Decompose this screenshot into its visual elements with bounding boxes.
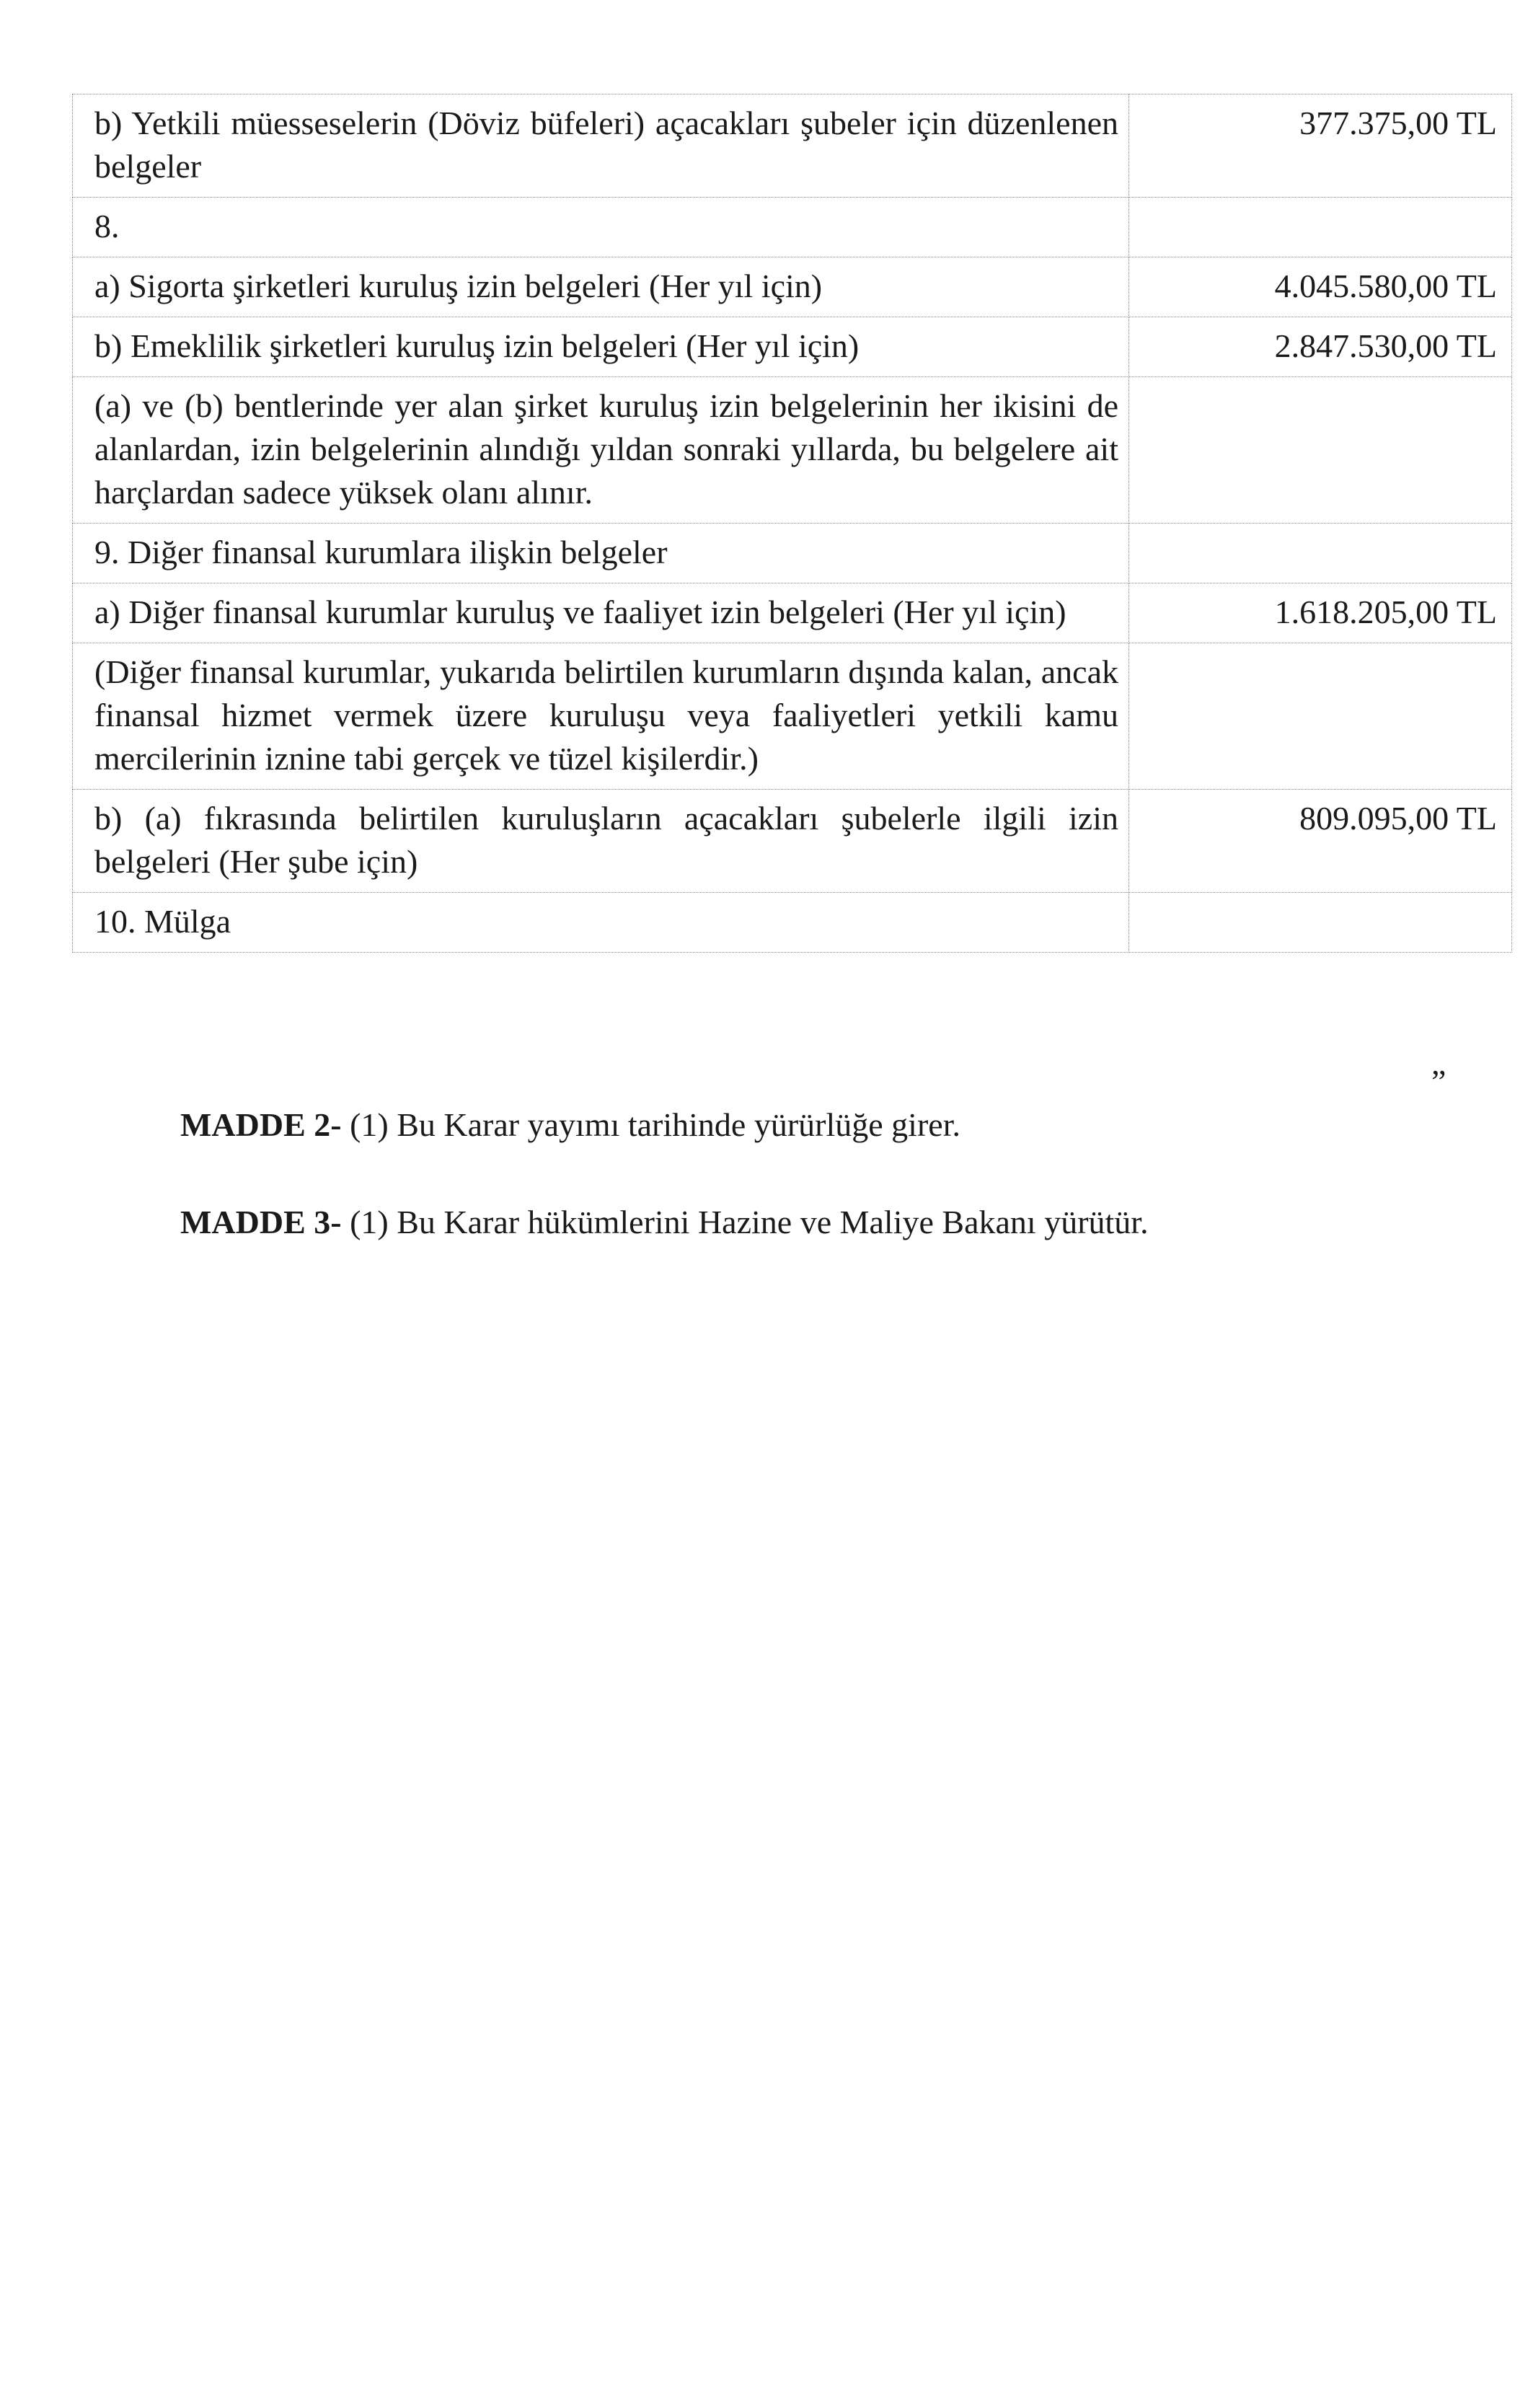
row-amount: 809.095,00 TL [1129, 790, 1512, 893]
row-description: a) Sigorta şirketleri kuruluş izin belgeleri (Her yıl için) [73, 257, 1129, 317]
row-amount: 377.375,00 TL [1129, 94, 1512, 198]
table-row [73, 893, 1512, 953]
table-row [73, 198, 1512, 257]
table-row [73, 257, 1512, 317]
table-row [73, 524, 1512, 583]
table-row [73, 377, 1512, 524]
fee-table [72, 94, 1512, 953]
row-description: b) Yetkili müesseselerin (Döviz büfeleri) açacakları şubeler için düzenlenen belgeler [73, 94, 1129, 198]
table-row [73, 583, 1512, 643]
article-3-text: (1) Bu Karar hükümlerini Hazine ve Maliye Bakanı yürütür. [341, 1204, 1149, 1240]
row-description: (a) ve (b) bentlerinde yer alan şirket kuruluş izin belgelerinin her ikisini de alanlardan, izin belgelerinin alındığı yıldan sonraki yıllarda, bu belgelere ait harçlardan sadece yüksek olanı alınır. [73, 377, 1129, 524]
article-2-paragraph [180, 1103, 960, 1147]
table-row [73, 94, 1512, 198]
row-description: a) Diğer finansal kurumlar kuruluş ve faaliyet izin belgeleri (Her yıl için) [73, 583, 1129, 643]
row-amount: 1.618.205,00 TL [1129, 583, 1512, 643]
table-row [73, 643, 1512, 790]
article-3-paragraph [180, 1201, 1149, 1244]
row-amount [1129, 524, 1512, 583]
row-description: b) Emeklilik şirketleri kuruluş izin belgeleri (Her yıl için) [73, 317, 1129, 377]
article-2-text: (1) Bu Karar yayımı tarihinde yürürlüğe girer. [341, 1106, 960, 1143]
row-description: 9. Diğer finansal kurumlara ilişkin belgeler [73, 524, 1129, 583]
table-row [73, 790, 1512, 893]
article-3-label: MADDE 3- [180, 1204, 342, 1240]
closing-quote-mark: ” [1431, 1063, 1446, 1100]
article-2-label: MADDE 2- [180, 1106, 342, 1143]
row-description: 8. [73, 198, 1129, 257]
row-amount [1129, 643, 1512, 790]
row-description: (Diğer finansal kurumlar, yukarıda belirtilen kurumların dışında kalan, ancak finansal hizmet vermek üzere kuruluşu veya faaliyetleri yetkili kamu mercilerinin iznine tabi gerçek ve tüzel kişilerdir.) [73, 643, 1129, 790]
row-amount [1129, 377, 1512, 524]
row-amount: 2.847.530,00 TL [1129, 317, 1512, 377]
row-amount: 4.045.580,00 TL [1129, 257, 1512, 317]
row-description: b) (a) fıkrasında belirtilen kuruluşların açacakları şubelerle ilgili izin belgeleri (Her şube için) [73, 790, 1129, 893]
row-amount [1129, 893, 1512, 953]
row-amount [1129, 198, 1512, 257]
row-description: 10. Mülga [73, 893, 1129, 953]
table-row [73, 317, 1512, 377]
